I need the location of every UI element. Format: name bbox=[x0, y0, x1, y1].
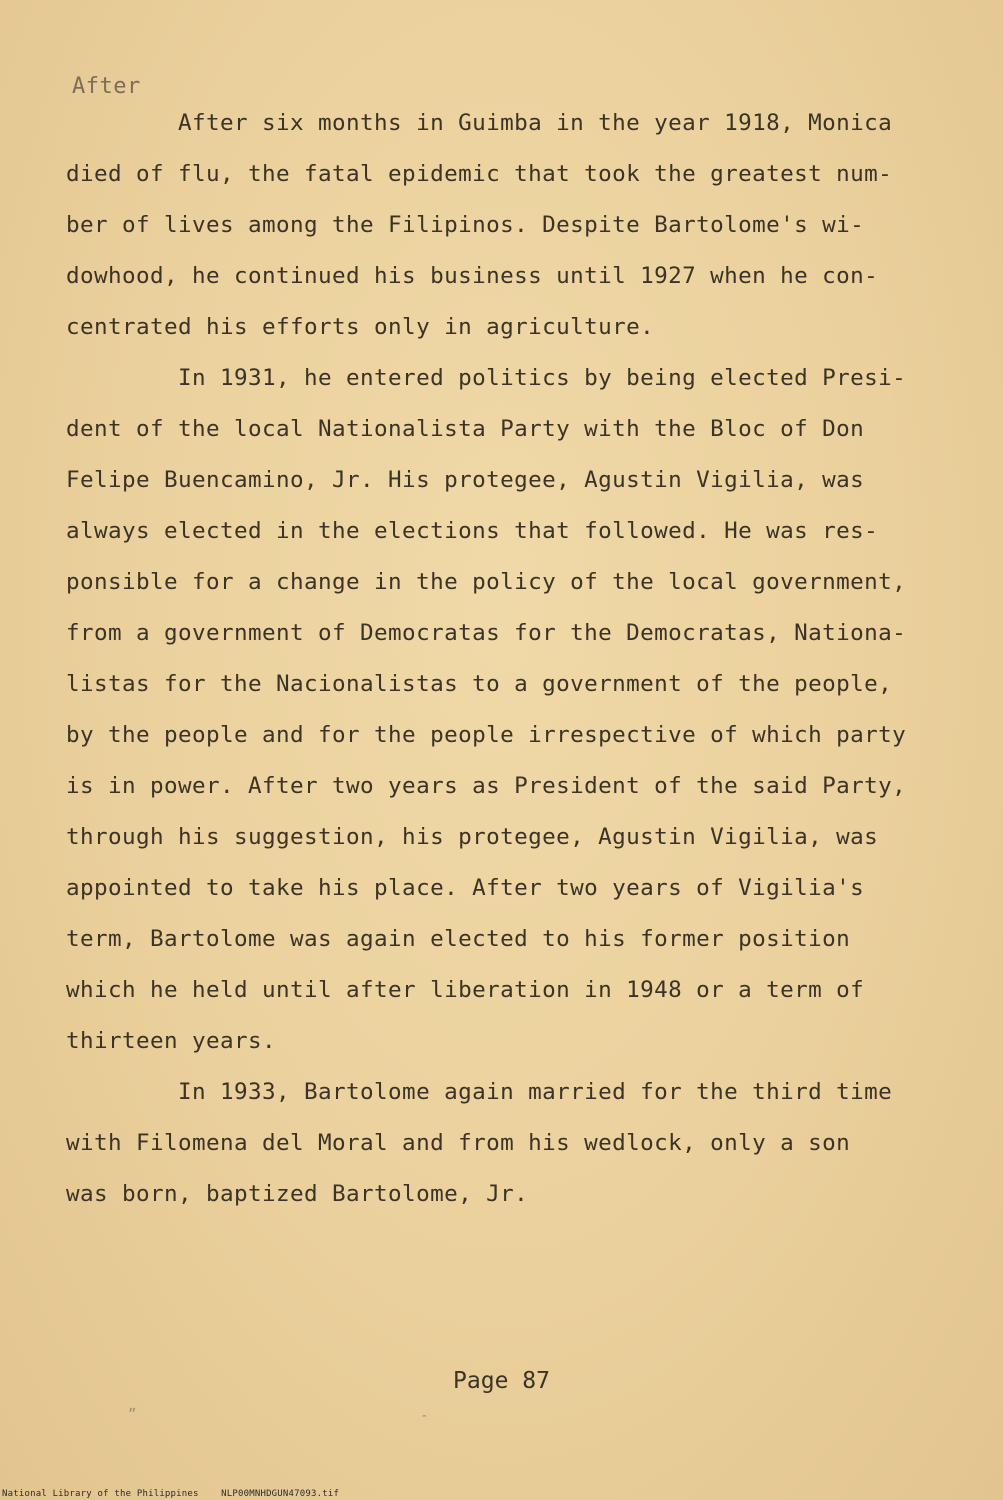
paragraph-3 bbox=[66, 1067, 966, 1220]
text-line: died of flu, the fatal epidemic that took the greatest num- bbox=[66, 161, 893, 187]
text-line: ponsible for a change in the policy of the local government, bbox=[66, 569, 907, 595]
text-line: In 1931, he entered politics by being elected Presi- bbox=[66, 365, 907, 391]
paragraph-2 bbox=[66, 353, 966, 1067]
text-line: In 1933, Bartolome again married for the third time bbox=[66, 1079, 893, 1105]
text-line: was born, baptized Bartolome, Jr. bbox=[66, 1181, 529, 1207]
text-line: listas for the Nacionalistas to a government of the people, bbox=[66, 671, 893, 697]
text-line: Felipe Buencamino, Jr. His protegee, Agustin Vigilia, was bbox=[66, 467, 865, 493]
paper-blemish: „ bbox=[128, 1398, 137, 1414]
text-line: After six months in Guimba in the year 1918, Monica bbox=[66, 110, 893, 136]
text-line: dowhood, he continued his business until 1927 when he con- bbox=[66, 263, 879, 289]
text-line: through his suggestion, his protegee, Agustin Vigilia, was bbox=[66, 824, 879, 850]
text-line: centrated his efforts only in agriculture. bbox=[66, 314, 655, 340]
text-line: is in power. After two years as President of the said Party, bbox=[66, 773, 907, 799]
scan-footer: National Library of the Philippines NLP00MNHDGUN47093.tif bbox=[2, 1489, 340, 1499]
text-line: dent of the local Nationalista Party with the Bloc of Don bbox=[66, 416, 865, 442]
page-number: Page 87 bbox=[453, 1368, 550, 1394]
text-line: always elected in the elections that followed. He was res- bbox=[66, 518, 879, 544]
text-line: term, Bartolome was again elected to his former position bbox=[66, 926, 851, 952]
text-line: from a government of Democratas for the Democratas, Nationa- bbox=[66, 620, 907, 646]
text-line: which he held until after liberation in 1948 or a term of bbox=[66, 977, 865, 1003]
body-text bbox=[66, 98, 966, 1220]
text-line: by the people and for the people irrespective of which party bbox=[66, 722, 907, 748]
text-line: appointed to take his place. After two years of Vigilia's bbox=[66, 875, 865, 901]
paper-blemish: - bbox=[420, 1408, 429, 1424]
catchword: After bbox=[72, 74, 141, 99]
text-line: with Filomena del Moral and from his wedlock, only a son bbox=[66, 1130, 851, 1156]
text-line: thirteen years. bbox=[66, 1028, 277, 1054]
text-line: ber of lives among the Filipinos. Despite Bartolome's wi- bbox=[66, 212, 865, 238]
paragraph-1 bbox=[66, 98, 966, 353]
